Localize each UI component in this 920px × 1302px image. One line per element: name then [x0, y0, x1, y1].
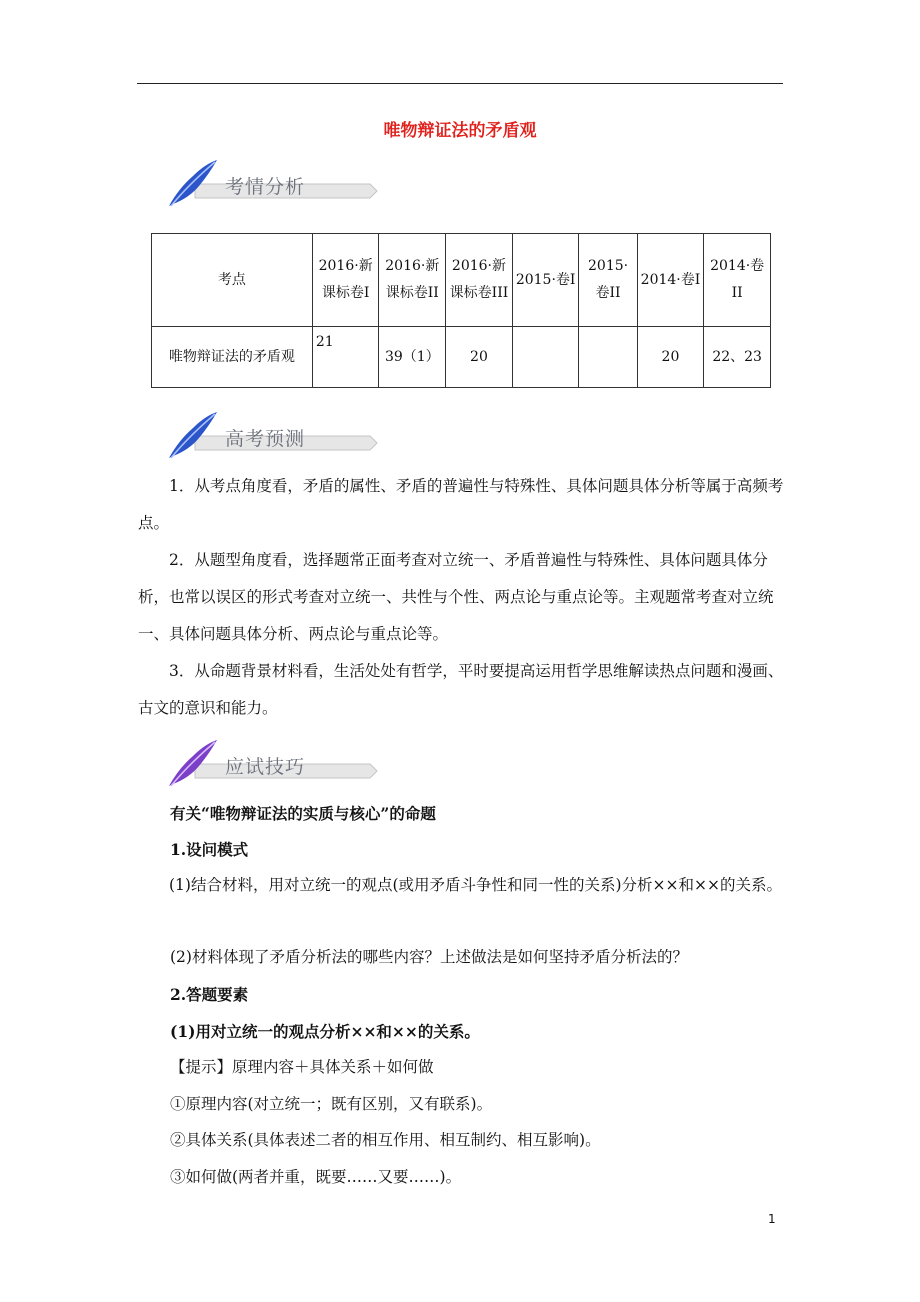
skills-tip-item-2: ②具体关系(具体表述二者的相互作用、相互制约、相互影响)。: [170, 1131, 601, 1149]
table-cell: 20: [637, 327, 704, 388]
table-header-cell: 2015·卷II: [579, 234, 637, 327]
page-number: 1: [768, 1212, 776, 1226]
skills-subheading-2: 2.答题要素: [170, 985, 249, 1004]
prediction-paragraph-2: 2．从题型角度看，选择题常正面考查对立统一、矛盾普遍性与特殊性、具体问题具体分析，也常以误区的形式考查对立统一、共性与个性、两点论与重点论等。主观题常考查对立统一、具体问题具体分析、两点论与重点论等。: [138, 551, 774, 643]
skills-heading: 有关“唯物辩证法的实质与核心”的命题: [170, 804, 436, 823]
banner-exam-prediction: [165, 410, 380, 460]
table-header-cell: 2016·新课标卷I: [312, 234, 379, 327]
table-cell: 20: [446, 327, 513, 388]
table-header-cell: 2015·卷I: [512, 234, 579, 327]
table-row: [152, 327, 771, 388]
skills-tip-item-3: ③如何做(两者并重，既要……又要……)。: [170, 1168, 462, 1186]
exam-table: [151, 233, 771, 388]
table-header-cell: 2016·新课标卷III: [446, 234, 513, 327]
skills-question-1: (1)结合材料，用对立统一的观点(或用矛盾斗争性和同一性的关系)分析××和××的关系。: [169, 876, 783, 894]
table-header-cell: 2014·卷II: [704, 234, 771, 327]
banner-exam-skills: [165, 738, 380, 788]
table-header-cell: 2016·新课标卷II: [379, 234, 446, 327]
table-header-row: [152, 234, 771, 327]
table-header-cell: 考点: [152, 234, 313, 327]
page-title: 唯物辩证法的矛盾观: [383, 121, 537, 141]
table-header-cell: 2014·卷I: [637, 234, 704, 327]
table-cell: [512, 327, 579, 388]
table-cell-topic: 唯物辩证法的矛盾观: [152, 327, 313, 388]
skills-question-2: (2)材料体现了矛盾分析法的哪些内容？上述做法是如何坚持矛盾分析法的？: [170, 948, 688, 966]
skills-subheading-1: 1.设问模式: [170, 840, 249, 859]
header-rule: [137, 83, 783, 84]
table-cell: 22、23: [704, 327, 771, 388]
banner-label: 考情分析: [225, 176, 306, 198]
prediction-paragraph-1: 1．从考点角度看，矛盾的属性、矛盾的普遍性与特殊性、具体问题具体分析等属于高频考点。: [138, 477, 784, 532]
banner-label: 应试技巧: [225, 756, 306, 778]
skills-tip-item-1: ①原理内容(对立统一；既有区别，又有联系)。: [170, 1095, 493, 1113]
skills-answer-1: (1)用对立统一的观点分析××和××的关系。: [170, 1022, 480, 1041]
skills-tip: 【提示】原理内容＋具体关系＋如何做: [170, 1058, 434, 1076]
banner-exam-analysis: [165, 158, 380, 208]
banner-label: 高考预测: [225, 428, 306, 450]
prediction-paragraph-3: 3．从命题背景材料看，生活处处有哲学，平时要提高运用哲学思维解读热点问题和漫画、古文的意识和能力。: [138, 662, 784, 717]
table-cell: 21: [312, 327, 379, 388]
table-cell: [579, 327, 637, 388]
table-cell: 39（1）: [379, 327, 446, 388]
